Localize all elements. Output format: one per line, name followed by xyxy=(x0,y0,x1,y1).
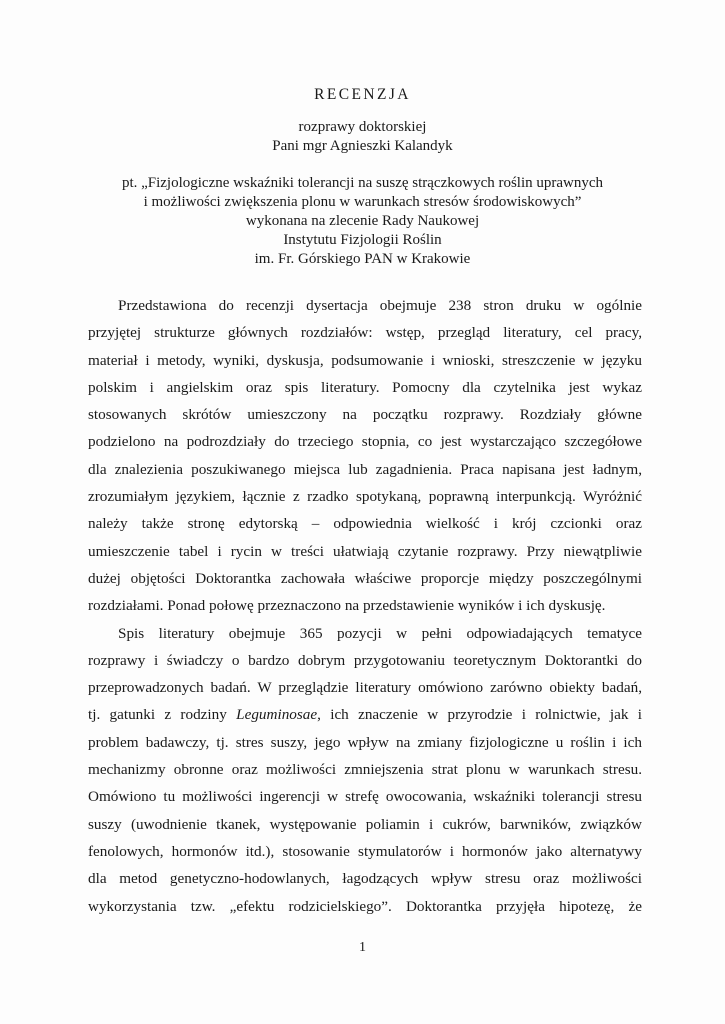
thesis-line: i możliwości zwiększenia plonu w warunkach stresów środowiskowych” xyxy=(143,194,582,210)
paragraph-line: problem badawczy, tj. stres suszy, jego wpływ na zmiany fizjologiczne u roślin i ich xyxy=(88,733,642,751)
thesis-line: Instytutu Fizjologii Roślin xyxy=(283,232,442,248)
paragraph-line: wykorzystania tzw. „efektu rodzicielskiego”. Doktorantka przyjęła hipotezę, że xyxy=(88,897,642,915)
thesis-line: im. Fr. Górskiego PAN w Krakowie xyxy=(254,251,471,267)
paragraph-line: należy także stronę edytorską – odpowiednia wielkość i krój czcionki oraz xyxy=(88,515,642,533)
paragraph-line: polskim i angielskim oraz spis literatury. Pomocny dla czytelnika jest wykaz xyxy=(88,378,642,396)
page-number: 1 xyxy=(359,940,366,955)
paragraph-line: przeprowadzonych badań. W przeglądzie literatury omówiono zarówno obiekty badań, xyxy=(88,679,642,697)
text-segment: tj. gatunki z rodziny xyxy=(88,706,237,724)
paragraph-line: mechanizmy obronne oraz możliwości zmniejszenia strat plonu w warunkach stresu. xyxy=(88,761,642,779)
paragraph-line-with-italic xyxy=(88,701,642,728)
paragraph-line: materiał i metody, wyniki, dyskusja, podsumowanie i wnioski, streszczenie w języku xyxy=(88,351,642,369)
paragraph-line: dużej objętości Doktorantka zachowała właściwe proporcje między poszczególnymi xyxy=(88,569,642,587)
paragraph-line: suszy (uwodnienie tkanek, występowanie poliamin i cukrów, barwników, związków xyxy=(88,815,642,833)
paragraph-line: przyjętej strukturze głównych rozdziałów: wstęp, przegląd literatury, cel pracy, xyxy=(88,324,642,342)
paragraph-line: rozprawy i świadczy o bardzo dobrym przygotowaniu teoretycznym Doktorantki do xyxy=(88,651,642,669)
paragraph-line: rozdziałami. Ponad połowę przeznaczono na przedstawienie wyników i ich dyskusję. xyxy=(88,597,606,615)
italic-taxon: Leguminosae xyxy=(236,706,318,724)
thesis-line: wykonana na zlecenie Rady Naukowej xyxy=(245,213,480,229)
paragraph-line: zrozumiałym językiem, łącznie z rzadko spotykaną, poprawną interpunkcją. Wyróżnić xyxy=(88,488,642,506)
subtitle-line: Pani mgr Agnieszki Kalandyk xyxy=(272,138,453,154)
review-body xyxy=(88,292,642,920)
paragraph-line: Przedstawiona do recenzji dysertacja obejmuje 238 stron druku w ogólnie xyxy=(118,297,642,314)
paragraph-line: podzielono na podrozdziały do trzeciego stopnia, co jest wystarczająco szczegółowe xyxy=(88,433,642,451)
document-subtitle xyxy=(0,118,725,156)
document-title: RECENZJA xyxy=(314,86,411,103)
paragraph-line: dla znalezienia poszukiwanego miejsca lub zagadnienia. Praca napisana jest ładnym, xyxy=(88,460,642,478)
paragraph-line: Spis literatury obejmuje 365 pozycji w pełni odpowiadających tematyce xyxy=(118,624,642,642)
thesis-title-block xyxy=(0,174,725,269)
paragraph-line: umieszczenie tabel i rycin w treści ułatwiają czytanie rozprawy. Przy niewątpliwie xyxy=(88,542,642,560)
subtitle-line: rozprawy doktorskiej xyxy=(298,119,427,135)
thesis-line: pt. „Fizjologiczne wskaźniki tolerancji na suszę strączkowych roślin uprawnych xyxy=(121,175,604,191)
paragraph-line: dla metod genetyczno-hodowlanych, łagodzących wpływ stresu oraz możliwości xyxy=(88,870,642,888)
text-segment: , ich znaczenie w przyrodzie i rolnictwie, jak i xyxy=(317,706,642,724)
paragraph-line: stosowanych skrótów umieszczony na początku rozprawy. Rozdziały główne xyxy=(88,406,642,424)
paragraph-line: fenolowych, hormonów itd.), stosowanie stymulatorów i hormonów jako alternatywy xyxy=(88,842,642,860)
paragraph-line: Omówiono tu możliwości ingerencji w strefę owocowania, wskaźniki tolerancji stresu xyxy=(88,788,642,806)
